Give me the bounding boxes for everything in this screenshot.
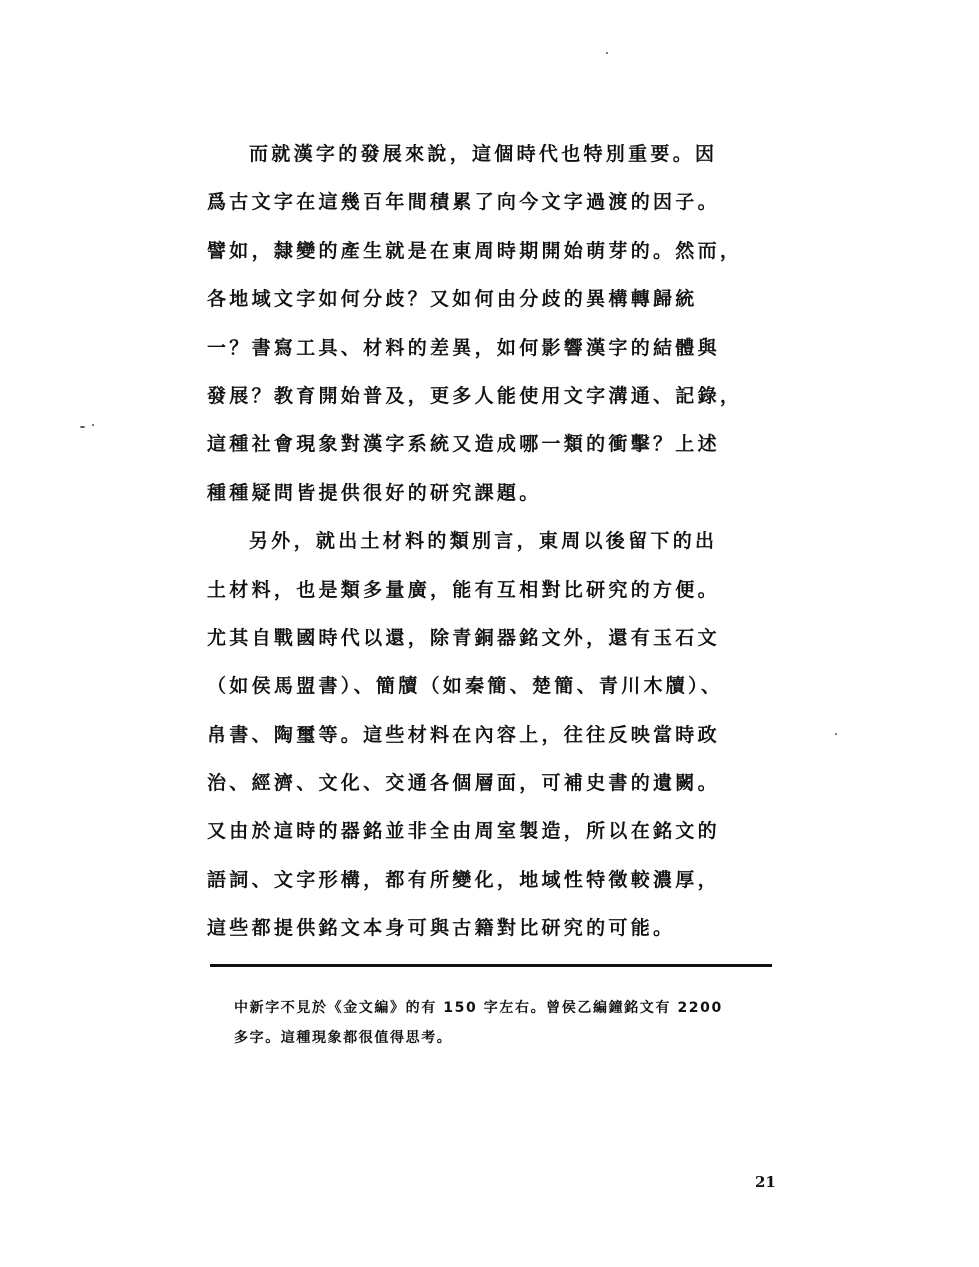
paragraph-2-line-8: 語詞、文字形構，都有所變化，地域性特徵較濃厚， — [207, 868, 720, 891]
scan-speck — [92, 424, 94, 426]
paragraph-1-line-8: 種種疑問皆提供很好的研究課題。 — [207, 481, 542, 504]
paragraph-1-line-5: 一？書寫工具、材料的差異，如何影響漢字的結體與 — [207, 336, 720, 359]
paragraph-2-line-2: 土材料，也是類多量廣，能有互相對比研究的方便。 — [207, 578, 720, 601]
paragraph-1-line-7: 這種社會現象對漢字系統又造成哪一類的衝擊？上述 — [207, 433, 720, 456]
paragraph-2-line-5: 帛書、陶璽等。這些材料在內容上，往往反映當時政 — [207, 723, 720, 746]
paragraph-1-line-1: 而就漢字的發展來說，這個時代也特別重要。因 — [249, 143, 718, 165]
footnote — [234, 993, 794, 1053]
paragraph-1-line-3: 譬如，隸變的產生就是在東周時期開始萌芽的。然而， — [207, 239, 743, 262]
paragraph-1-line-2: 爲古文字在這幾百年間積累了向今文字過渡的因子。 — [207, 191, 720, 214]
footnote-line-1: 中新字不見於《金文編》的有 150 字左右。曾侯乙編鐘銘文有 2200 — [234, 1000, 723, 1016]
body-text — [207, 130, 743, 953]
paragraph-2-line-4: （如侯馬盟書）、簡牘（如秦簡、楚簡、青川木牘）、 — [207, 675, 724, 698]
footnote-divider — [210, 964, 772, 967]
paragraph-1-line-6: 發展？教育開始普及，更多人能使用文字溝通、記錄， — [207, 384, 743, 407]
scan-speck — [835, 733, 837, 735]
scan-speck — [80, 426, 85, 428]
paragraph-1-line-4: 各地域文字如何分歧？又如何由分歧的異構轉歸統 — [207, 288, 698, 311]
paragraph-2-line-3: 尤其自戰國時代以還，除青銅器銘文外，還有玉石文 — [207, 626, 720, 649]
paragraph-2-line-7: 又由於這時的器銘並非全由周室製造，所以在銘文的 — [207, 820, 720, 843]
paragraph-2-line-1: 另外，就出土材料的類別言，東周以後留下的出 — [249, 530, 718, 553]
paragraph-2-line-6: 治、經濟、文化、交通各個層面，可補史書的遺闕。 — [207, 772, 720, 795]
scan-speck — [606, 52, 608, 54]
page-number: 21 — [755, 1173, 776, 1191]
footnote-line-2: 多字。這種現象都很值得思考。 — [234, 1030, 453, 1046]
paragraph-2-line-9: 這些都提供銘文本身可與古籍對比研究的可能。 — [207, 917, 676, 940]
